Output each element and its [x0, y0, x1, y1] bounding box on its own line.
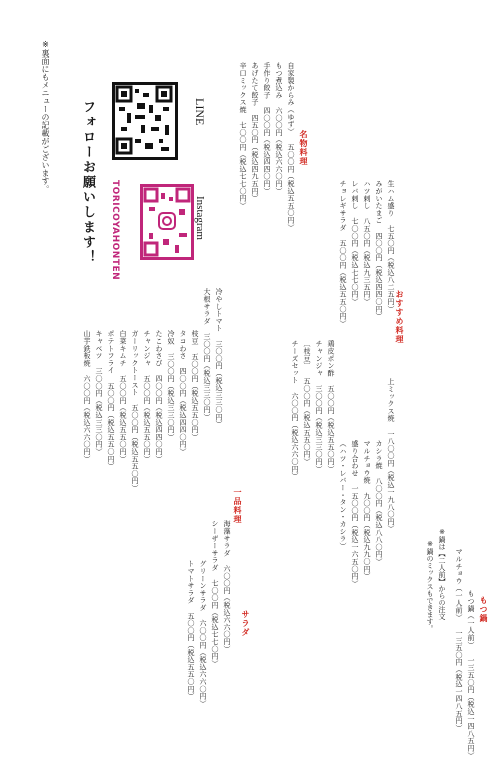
menu-item: みがいたまご 四〇〇円（税込四四〇円） — [375, 180, 383, 320]
menu-item: トマトサラダ 五〇〇円（税込五五〇円） — [187, 560, 195, 700]
menu-item: 冷奴 三〇〇円（税込三三〇円） — [167, 330, 175, 441]
menu-item: マルチョウ（一人前） 一三五〇円（税込一四八五円） — [455, 548, 463, 732]
menu-item: 白菜キムチ 五〇〇円（税込五五〇円） — [119, 330, 127, 463]
menu-item: 上ミックス焼 一八〇〇円（税込一九八〇円） — [387, 378, 395, 533]
menu-item: ハツ刺し 八五〇円（税込九三五円） — [363, 180, 371, 306]
menu-item: 鶏皮ポン酢 五〇〇円（税込五五〇円） — [327, 340, 335, 473]
section-title-ippin: 一品料理 — [233, 488, 242, 524]
menu-item: もつ煮込み 六〇〇円（税込六六〇円） — [275, 62, 283, 195]
menu-item: シーザーサラダ 七〇〇円（税込七七〇円） — [211, 520, 219, 667]
menu-item: あげたて餃子 四五〇円（税込四九五円） — [251, 62, 259, 202]
menu-item: チーズセット 六〇〇円（税込六六〇円） — [291, 340, 299, 480]
section-title-meibutsu: 名物料理 — [299, 130, 308, 166]
menu-item: ガーリックトースト 五〇〇円（税込五五〇円） — [131, 330, 139, 492]
instagram-qr-pattern-icon — [143, 187, 191, 257]
line-label: LINE — [193, 98, 207, 126]
menu-note: ※鍋は【二人前】からの注文 — [438, 528, 446, 620]
menu-item: たこわさび 四〇〇円（税込四四〇円） — [155, 330, 163, 463]
menu-note: ※鍋のミックスもできます。 — [426, 540, 434, 632]
instagram-qr-code[interactable] — [140, 184, 194, 260]
follow-message: フォローお願いします！ — [80, 100, 95, 265]
menu-item: チャンジャ 五〇〇円（税込五五〇円） — [143, 330, 151, 463]
back-side-note: ※裏面にもメニューの記載がございます。 — [41, 40, 50, 193]
section-title-osusume: おすすめ料理 — [395, 290, 404, 344]
menu-item: グリーンサラダ 六〇〇円（税込六六〇円） — [199, 560, 207, 707]
menu-item: レバ刺し 七〇〇円（税込七七〇円） — [351, 180, 359, 306]
instagram-label: Instagram — [194, 196, 206, 240]
section-title-motsunabe: もつ鍋 — [479, 596, 488, 623]
menu-item: もつ鍋（一人前） 一三五〇円（税込一四八五円） — [467, 590, 475, 759]
menu-item: 〔枝豆〕 五〇〇円（税込五五〇円） — [303, 340, 311, 466]
menu-item: 手作り餃子 四〇〇円（税込四四〇円） — [263, 62, 271, 195]
instagram-handle: TORICOYAHONTEN — [110, 180, 120, 281]
menu-item: キャベツ 三〇〇円（税込三三〇円） — [95, 330, 103, 456]
menu-item: （ハツ・レバー・タン・カシラ） — [339, 440, 347, 550]
menu-item: マルチョウ焼 九〇〇円（税込九九〇円） — [363, 440, 371, 580]
menu-item: 枝豆 五〇〇円（税込五五〇円） — [191, 330, 199, 441]
menu-item: 冷やしトマト 三〇〇円（税込三三〇円） — [215, 288, 223, 428]
menu-item: 自家製からみ（ゆず） 五〇〇円（税込五五〇円） — [287, 62, 295, 231]
menu-item: チャンジャ 三〇〇円（税込三三〇円） — [315, 340, 323, 473]
menu-item: 辛口ミックス焼 七〇〇円（税込七七〇円） — [239, 62, 247, 209]
line-qr-code[interactable] — [112, 82, 178, 160]
menu-item: 盛り合わせ 一五〇〇円（税込一六五〇円） — [351, 440, 359, 587]
menu-item: チョレギサラダ 五〇〇円（税込五五〇円） — [339, 180, 347, 327]
menu-item: 山芋鉄板焼 六〇〇円（税込六六〇円） — [83, 330, 91, 463]
menu-item: タコわさ 四〇〇円（税込四四〇円） — [179, 330, 187, 456]
qr-pattern-icon — [115, 85, 175, 157]
menu-item: 大根サラダ 三〇〇円（税込三三〇円） — [203, 288, 211, 421]
menu-item: 海藻サラダ 六〇〇円（税込六六〇円） — [223, 520, 231, 653]
menu-item: ポテトフライ 五〇〇円（税込五五〇円） — [107, 330, 115, 470]
menu-item: カシラ焼 八〇〇円（税込八八〇円） — [375, 440, 383, 566]
section-title-salad: サラダ — [241, 610, 250, 637]
menu-item: 生ハム盛り 七五〇円（税込八二五円） — [387, 180, 395, 313]
